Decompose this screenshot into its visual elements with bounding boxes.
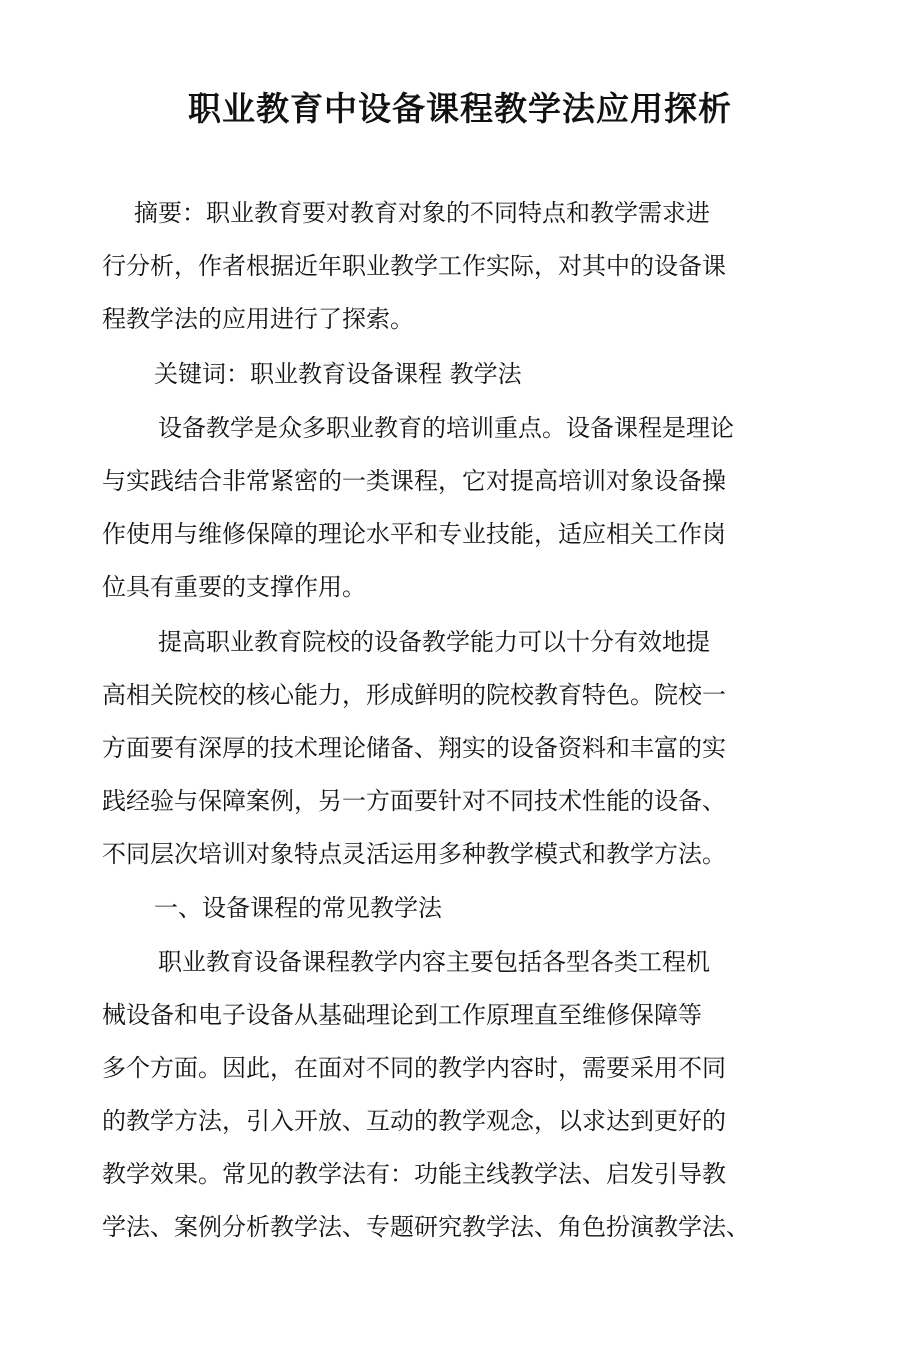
paragraph-1-line-2: 与实践结合非常紧密的一类课程，它对提高培训对象设备操	[102, 467, 726, 495]
paragraph-3-line-4: 的教学方法，引入开放、互动的教学观念，以求达到更好的	[102, 1107, 726, 1135]
paragraph-1-line-4: 位具有重要的支撑作用。	[102, 573, 366, 601]
paragraph-3-line-3: 多个方面。因此，在面对不同的教学内容时，需要采用不同	[102, 1054, 726, 1082]
paragraph-3-line-6: 学法、案例分析教学法、专题研究教学法、角色扮演教学法、	[102, 1213, 750, 1241]
paragraph-3-line-1: 职业教育设备课程教学内容主要包括各型各类工程机	[158, 948, 710, 976]
document-title: 职业教育中设备课程教学法应用探析	[188, 89, 732, 128]
keywords-line: 关键词：职业教育设备课程 教学法	[154, 360, 522, 388]
paragraph-1-line-3: 作使用与维修保障的理论水平和专业技能，适应相关工作岗	[102, 520, 726, 548]
abstract-line-1: 摘要：职业教育要对教育对象的不同特点和教学需求进	[134, 199, 710, 227]
paragraph-3-line-5: 教学效果。常见的教学法有：功能主线教学法、启发引导教	[102, 1160, 726, 1188]
paragraph-2-line-3: 方面要有深厚的技术理论储备、翔实的设备资料和丰富的实	[102, 734, 726, 762]
paragraph-3-line-2: 械设备和电子设备从基础理论到工作原理直至维修保障等	[102, 1001, 702, 1029]
paragraph-1-line-1: 设备教学是众多职业教育的培训重点。设备课程是理论	[158, 414, 734, 442]
paragraph-2-line-2: 高相关院校的核心能力，形成鲜明的院校教育特色。院校一	[102, 681, 726, 709]
abstract-line-3: 程教学法的应用进行了探索。	[102, 305, 414, 333]
paragraph-2-line-1: 提高职业教育院校的设备教学能力可以十分有效地提	[158, 628, 710, 656]
paragraph-2-line-5: 不同层次培训对象特点灵活运用多种教学模式和教学方法。	[102, 840, 726, 868]
abstract-line-2: 行分析，作者根据近年职业教学工作实际，对其中的设备课	[102, 252, 726, 280]
section-heading-1: 一、设备课程的常见教学法	[154, 894, 442, 922]
paragraph-2-line-4: 践经验与保障案例，另一方面要针对不同技术性能的设备、	[102, 787, 726, 815]
